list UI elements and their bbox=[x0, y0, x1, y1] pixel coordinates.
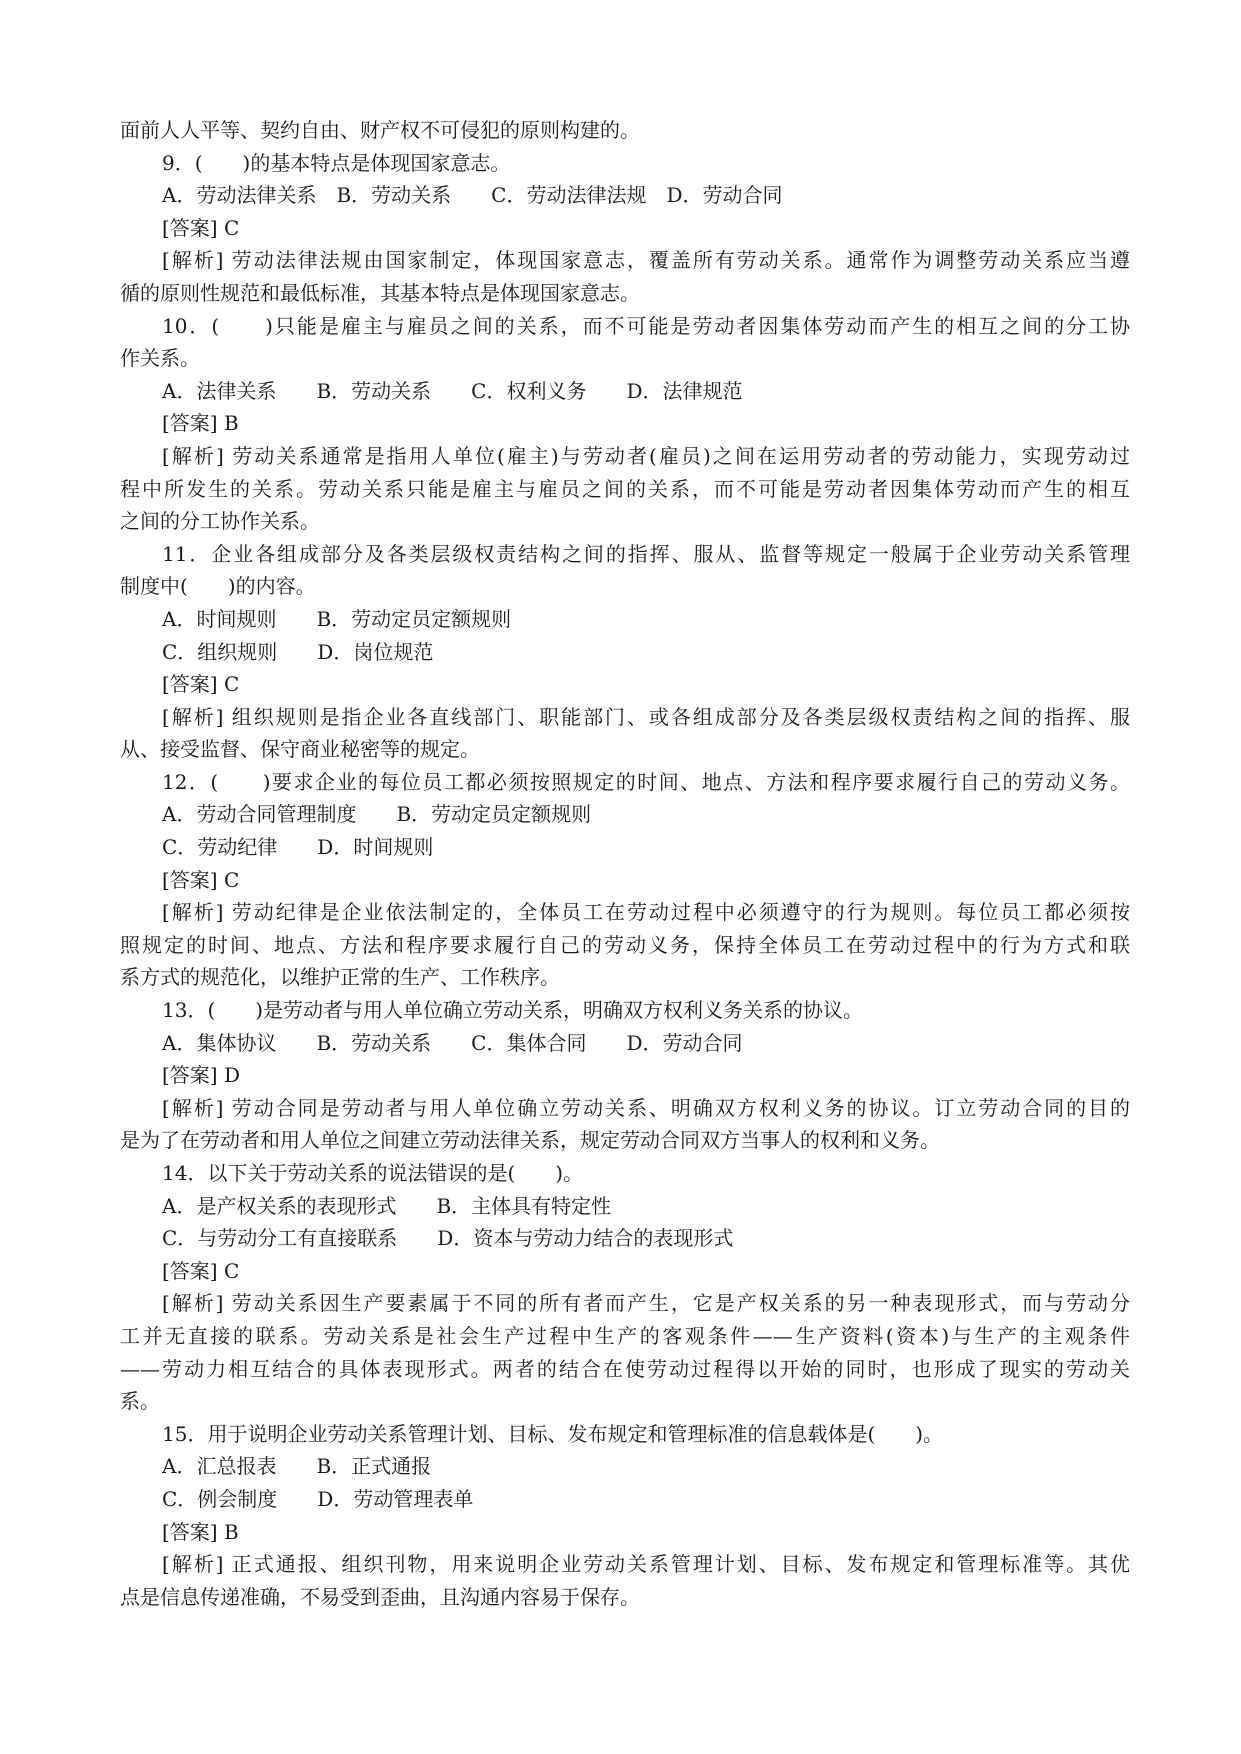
text-line: 照规定的时间、地点、方法和程序要求履行自己的劳动义务，保持全体员工在劳动过程中的行为方式和联 bbox=[120, 932, 1130, 957]
text-line: 11．企业各组成部分及各类层级权责结构之间的指挥、服从、监督等规定一般属于企业劳动关系管理 bbox=[162, 541, 1130, 566]
text-line: 面前人人平等、契约自由、财产权不可侵犯的原则构建的。 bbox=[120, 118, 640, 142]
text-line: 12．( )要求企业的每位员工都必须按照规定的时间、地点、方法和程序要求履行自己的劳动义务。 bbox=[162, 769, 1130, 794]
document-page bbox=[120, 114, 1130, 1613]
text-line: 系。 bbox=[120, 1389, 160, 1414]
text-line: 14．以下关于劳动关系的说法错误的是( )。 bbox=[162, 1161, 584, 1185]
text-line: A．劳动法律关系 B．劳动关系 C．劳动法律法规 D．劳动合同 bbox=[162, 183, 783, 208]
text-line: C．与劳动分工有直接联系 D．资本与劳动力结合的表现形式 bbox=[162, 1226, 734, 1251]
text-line: 10．( )只能是雇主与雇员之间的关系，而不可能是劳动者因集体劳动而产生的相互之间的分工协 bbox=[162, 313, 1130, 338]
text-line: A．集体协议 B．劳动关系 C．集体合同 D．劳动合同 bbox=[162, 1030, 743, 1055]
text-line: [答案] B bbox=[162, 1519, 239, 1544]
text-line: [答案] C bbox=[162, 215, 240, 240]
text-line: [答案] C bbox=[162, 1258, 240, 1283]
text-line: [解析] 劳动合同是劳动者与用人单位确立劳动关系、明确双方权利义务的协议。订立劳动合同的目的 bbox=[162, 1095, 1130, 1120]
text-line: [答案] C bbox=[162, 867, 240, 892]
text-line: 系方式的规范化，以维护正常的生产、工作秩序。 bbox=[120, 965, 560, 990]
text-line: C．例会制度 D．劳动管理表单 bbox=[162, 1486, 474, 1511]
text-line: 从、接受监督、保守商业秘密等的规定。 bbox=[120, 737, 480, 762]
text-line: [答案] B bbox=[162, 411, 239, 436]
text-line: 之间的分工协作关系。 bbox=[120, 509, 320, 534]
text-line: A．是产权关系的表现形式 B．主体具有特定性 bbox=[162, 1193, 612, 1218]
text-line: C．劳动纪律 D．时间规则 bbox=[162, 835, 434, 860]
text-line: 程中所发生的关系。劳动关系只能是雇主与雇员之间的关系，而不可能是劳动者因集体劳动而产生的相互 bbox=[120, 476, 1130, 501]
text-line: 工并无直接的联系。劳动关系是社会生产过程中生产的客观条件——生产资料(资本)与生产的主观条件 bbox=[120, 1323, 1130, 1348]
text-line: [解析] 劳动关系因生产要素属于不同的所有者而产生，它是产权关系的另一种表现形式，而与劳动分 bbox=[162, 1291, 1130, 1316]
text-line: [答案] D bbox=[162, 1063, 240, 1088]
text-line: [解析] 劳动纪律是企业依法制定的，全体员工在劳动过程中必须遵守的行为规则。每位员工都必须按 bbox=[162, 900, 1130, 925]
text-line: A．汇总报表 B．正式通报 bbox=[162, 1454, 432, 1479]
text-line: C．组织规则 D．岗位规范 bbox=[162, 639, 434, 664]
text-line: A．劳动合同管理制度 B．劳动定员定额规则 bbox=[162, 802, 592, 827]
text-line: [解析] 劳动关系通常是指用人单位(雇主)与劳动者(雇员)之间在运用劳动者的劳动能力，实现劳动过 bbox=[162, 443, 1130, 468]
text-line: [解析] 组织规则是指企业各直线部门、职能部门、或各组成部分及各类层级权责结构之间的指挥、服 bbox=[162, 704, 1130, 729]
text-line: 是为了在劳动者和用人单位之间建立劳动法律关系，规定劳动合同双方当事人的权利和义务。 bbox=[120, 1128, 940, 1153]
text-line: ——劳动力相互结合的具体表现形式。两者的结合在使劳动过程得以开始的同时，也形成了现实的劳动关 bbox=[120, 1356, 1130, 1381]
text-line: 作关系。 bbox=[120, 346, 200, 371]
text-line: [解析] 正式通报、组织刊物，用来说明企业劳动关系管理计划、目标、发布规定和管理标准等。其优 bbox=[162, 1552, 1130, 1577]
text-line: [答案] C bbox=[162, 672, 240, 697]
text-line: 点是信息传递准确，不易受到歪曲，且沟通内容易于保存。 bbox=[120, 1584, 640, 1609]
text-line: 循的原则性规范和最低标准，其基本特点是体现国家意志。 bbox=[120, 280, 640, 305]
text-line: 15．用于说明企业劳动关系管理计划、目标、发布规定和管理标准的信息载体是( )。 bbox=[162, 1421, 944, 1446]
text-line: 9．( )的基本特点是体现国家意志。 bbox=[162, 150, 511, 175]
text-line: A．法律关系 B．劳动关系 C．权利义务 D．法律规范 bbox=[162, 378, 743, 403]
text-line: 13．( )是劳动者与用人单位确立劳动关系，明确双方权利义务关系的协议。 bbox=[162, 998, 864, 1023]
text-line: [解析] 劳动法律法规由国家制定，体现国家意志，覆盖所有劳动关系。通常作为调整劳动关系应当遵 bbox=[162, 248, 1130, 273]
text-line: A．时间规则 B．劳动定员定额规则 bbox=[162, 606, 512, 631]
text-line: 制度中( )的内容。 bbox=[120, 574, 316, 599]
